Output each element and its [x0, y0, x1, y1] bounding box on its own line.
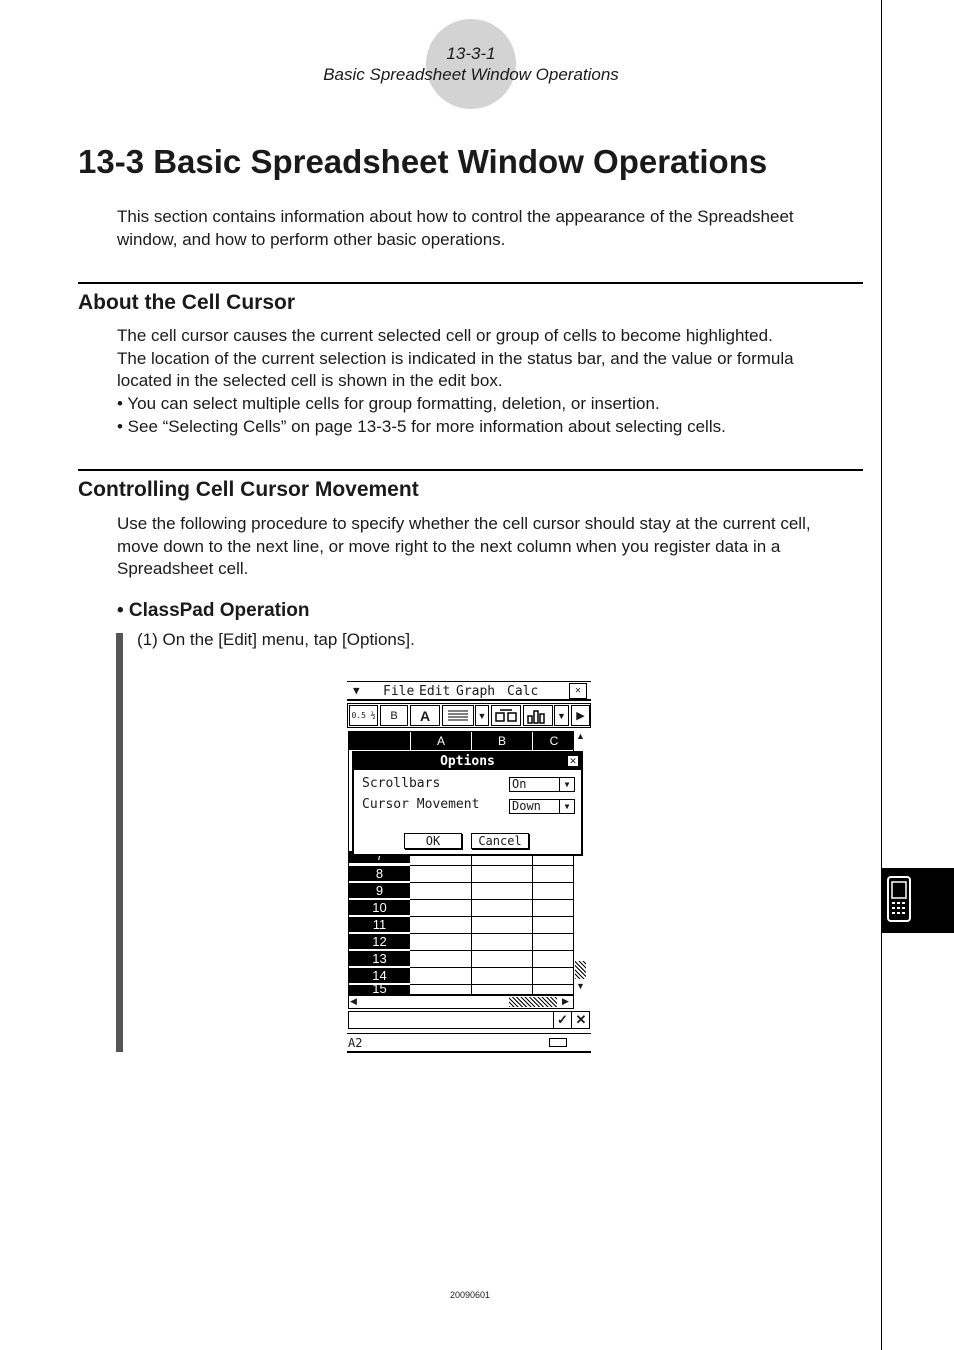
page-number: 13-3-1 [446, 44, 496, 63]
bullet-item: • See “Selecting Cells” on page 13-3-5 for more information about selecting cells. [117, 416, 726, 436]
cell-cursor-text [117, 325, 867, 439]
grid-line [471, 850, 472, 995]
right-arrow-icon[interactable]: ▶ [571, 705, 590, 726]
chevron-down-icon[interactable]: ▼ [559, 778, 574, 791]
classpad-icon [887, 876, 911, 922]
cancel-button[interactable]: Cancel [471, 833, 529, 849]
scroll-up-icon[interactable]: ▲ [576, 731, 585, 741]
header-circle [426, 19, 516, 109]
grid-line [410, 933, 575, 934]
running-title: Basic Spreadsheet Window Operations [323, 65, 619, 84]
align-icon[interactable] [442, 705, 474, 726]
scroll-right-icon[interactable]: ▶ [562, 996, 569, 1006]
text-line: The cell cursor causes the current selected cell or group of cells to become highlighted. [117, 326, 773, 345]
operation-heading: • ClassPad Operation [117, 600, 310, 621]
horizontal-scrollbar[interactable] [348, 995, 574, 1009]
status-bar [347, 1033, 591, 1053]
menu-arrow-icon[interactable]: ▼ [353, 684, 360, 697]
ok-button[interactable]: OK [404, 833, 462, 849]
menu-edit[interactable]: Edit [419, 684, 451, 699]
text-line: Spreadsheet cell. [117, 559, 249, 579]
text-line: The location of the current selection is indicated in the status bar, and the value or formula [117, 348, 794, 368]
column-header-a[interactable]: A [411, 732, 471, 750]
row-header[interactable]: 9 [349, 883, 410, 898]
classpad-screenshot [347, 681, 591, 1053]
row-header[interactable]: 10 [349, 900, 410, 915]
text-line: Use the following procedure to specify whether the cell cursor should stay at the current cell, [117, 514, 811, 533]
menu-graph[interactable]: Graph [456, 684, 496, 699]
row-header[interactable]: 13 [349, 951, 410, 966]
options-dialog [352, 751, 583, 856]
scroll-thumb[interactable] [509, 997, 557, 1007]
scroll-thumb[interactable] [575, 961, 586, 979]
grid-line [410, 882, 575, 883]
grid-line [532, 850, 533, 995]
grid-line [410, 950, 575, 951]
section-divider [78, 282, 863, 284]
dialog-title: Options [354, 753, 581, 770]
cursor-movement-value: Down [512, 799, 541, 813]
bullet-item: • You can select multiple cells for group formatting, deletion, or insertion. [117, 394, 660, 414]
row-header[interactable]: 8 [349, 866, 410, 881]
font-style-icon[interactable]: A [410, 705, 440, 726]
grid-line [410, 967, 575, 968]
chapter-tab [882, 868, 954, 933]
column-header-b[interactable]: B [472, 732, 532, 750]
edit-box[interactable] [348, 1011, 590, 1029]
cursor-movement-text [117, 513, 867, 581]
scrollbars-label: Scrollbars [362, 776, 441, 791]
dialog-close-icon[interactable]: ✕ [567, 755, 579, 767]
bar-graph-icon[interactable] [523, 705, 553, 726]
scrollbars-value: On [512, 777, 527, 791]
scroll-down-icon[interactable]: ▼ [576, 981, 585, 991]
scrollbars-select[interactable] [509, 777, 575, 792]
row-header[interactable]: 12 [349, 934, 410, 949]
text-line: move down to the next line, or move right to the next column when you register data in a [117, 536, 781, 556]
grid-line [410, 984, 575, 985]
intro-line: This section contains information about how to control the appearance of the Spreadsheet [117, 207, 794, 226]
heading-cell-cursor: About the Cell Cursor [78, 291, 296, 314]
toolbar [347, 703, 591, 728]
row-header[interactable]: 14 [349, 968, 410, 983]
menu-file[interactable]: File [383, 684, 415, 699]
column-header-c[interactable]: C [533, 732, 575, 750]
right-margin-rule [881, 0, 882, 1350]
close-icon[interactable]: ✕ [569, 683, 587, 699]
fraction-button[interactable]: 0.5 ½ [349, 705, 378, 726]
grid-line [410, 865, 575, 866]
intro-line: window, and how to perform other basic operations. [117, 229, 506, 249]
dropdown-icon[interactable]: ▼ [554, 705, 569, 726]
procedure-bar [116, 633, 123, 1052]
grid-line [410, 916, 575, 917]
grid-line [410, 899, 575, 900]
text-line: located in the selected cell is shown in the edit box. [117, 371, 503, 391]
scroll-left-icon[interactable]: ◀ [350, 996, 357, 1006]
menu-calc[interactable]: Calc [507, 684, 539, 699]
intro-paragraph [117, 206, 867, 251]
section-divider [78, 469, 863, 471]
chevron-down-icon[interactable]: ▼ [559, 800, 574, 813]
corner-header [349, 732, 410, 750]
cancel-x-icon[interactable]: ✕ [571, 1012, 590, 1028]
bold-button[interactable]: B [380, 705, 408, 726]
section-title: 13-3 Basic Spreadsheet Window Operations [78, 143, 768, 180]
row-header[interactable]: 11 [349, 917, 410, 932]
cursor-movement-label: Cursor Movement [362, 797, 480, 812]
menu-bar [347, 681, 591, 701]
cursor-movement-select[interactable] [509, 799, 575, 814]
heading-cursor-movement: Controlling Cell Cursor Movement [78, 478, 419, 501]
row-header[interactable]: 15 [349, 985, 410, 994]
dropdown-icon[interactable]: ▼ [475, 705, 489, 726]
footer-code: 20090601 [449, 1290, 491, 1300]
status-cell-ref: A2 [348, 1036, 363, 1050]
check-icon[interactable]: ✓ [553, 1012, 571, 1028]
cell-link-icon[interactable] [491, 705, 521, 726]
battery-icon [549, 1038, 567, 1047]
step-1: (1) On the [Edit] menu, tap [Options]. [137, 630, 415, 649]
